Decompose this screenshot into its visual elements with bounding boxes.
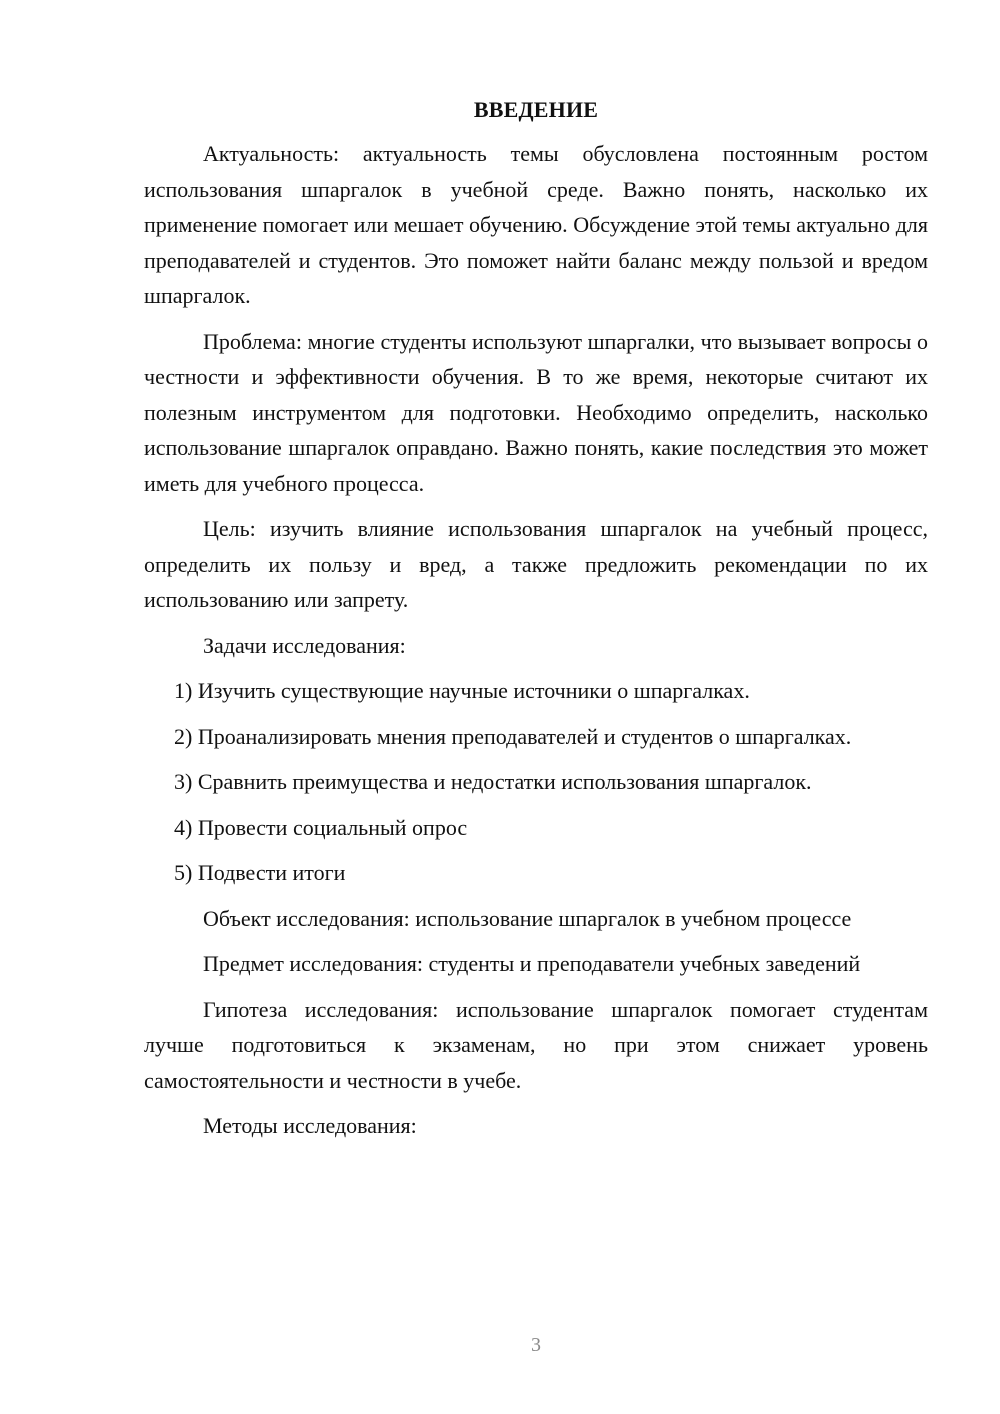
task-item-4: 4) Провести социальный опрос [174, 814, 468, 840]
problem-paragraph: Проблема: многие студенты используют шпаргалки, что вызывает вопросы о честности и эффективности обучения. В то же время, некоторые считают их полезным инструментом для подготовки. Необходимо определить, насколько использование шпаргалок оправдано. Важно понять, какие последствия это может иметь для учебного процесса. [144, 328, 928, 496]
task-item-5: 5) Подвести итоги [174, 860, 346, 885]
task-item-3: 3) Сравнить преимущества и недостатки использования шпаргалок. [174, 769, 812, 794]
subject-paragraph: Предмет исследования: студенты и преподаватели учебных заведений [203, 951, 861, 976]
task-item-1: 1) Изучить существующие научные источники о шпаргалках. [174, 678, 750, 703]
object-paragraph: Объект исследования: использование шпаргалок в учебном процессе [203, 905, 852, 931]
methods-heading: Методы исследования: [203, 1113, 417, 1138]
goal-paragraph: Цель: изучить влияние использования шпаргалок на учебный процесс, определить их пользу и вред, а также предложить рекомендации по их использованию или запрету. [144, 516, 928, 612]
tasks-heading: Задачи исследования: [203, 632, 406, 658]
page-number: 3 [531, 1334, 541, 1356]
page-content [144, 94, 928, 1154]
task-item-2: 2) Проанализировать мнения преподавателей и студентов о шпаргалках. [174, 723, 852, 749]
relevance-paragraph: Актуальность: актуальность темы обусловлена постоянным ростом использования шпаргалок в учебной среде. Важно понять, насколько их применение помогает или мешает обучению. Обсуждение этой темы актуально для преподавателей и студентов. Это поможет найти баланс между пользой и вредом шпаргалок. [144, 141, 928, 308]
section-title: ВВЕДЕНИЕ [473, 97, 599, 122]
hypothesis-paragraph: Гипотеза исследования: использование шпаргалок помогает студентам лучше подготовиться к экзаменам, но при этом снижает уровень самостоятельности и честности в учебе. [144, 996, 928, 1093]
